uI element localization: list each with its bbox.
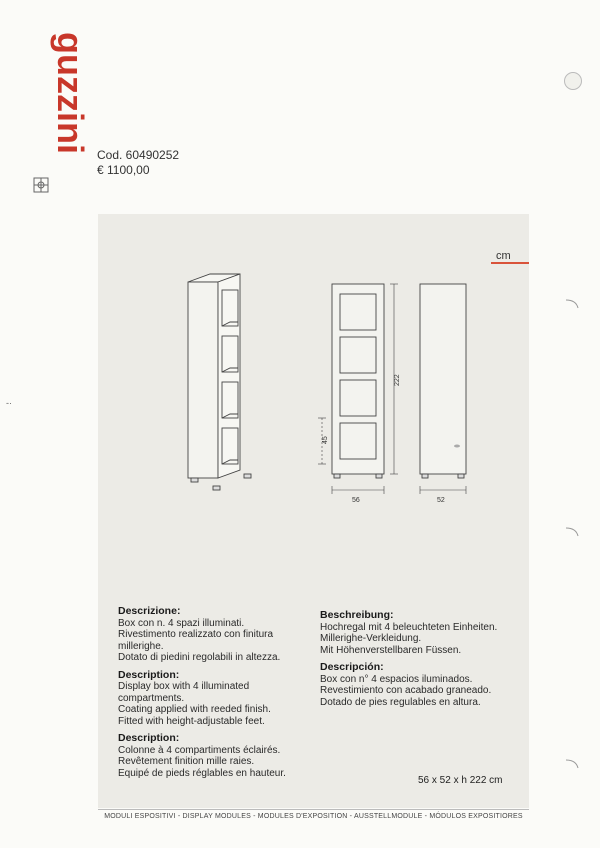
description-line: Mit Höhenverstellbaren Füssen. — [320, 644, 462, 656]
description-line: Colonne à 4 compartiments éclairés. — [118, 744, 281, 756]
depth-dimension-label: 52 — [437, 497, 445, 504]
description-line: Revestimiento con acabado graneado. — [320, 685, 492, 696]
width-dimension-label: 56 — [352, 497, 360, 504]
footer-divider — [98, 809, 529, 810]
description-line: compartments. — [118, 692, 185, 704]
description-line: Millerighe-Verkleidung. — [320, 633, 422, 644]
perspective-view — [188, 274, 251, 490]
logo-wordmark: guzzini — [50, 32, 91, 154]
description-german — [320, 610, 520, 656]
description-heading: Description: — [118, 668, 180, 681]
descriptions-right-column — [320, 610, 520, 714]
description-line: Coating applied with reeded finish. — [118, 704, 271, 715]
description-heading: Description: — [118, 732, 180, 744]
description-line: millerighe. — [118, 640, 164, 652]
description-line: Rivestimento realizzato con finitura — [118, 629, 274, 640]
foot-dimension-label: 45 — [322, 436, 329, 444]
footer-categories: MODULI ESPOSITIVI - DISPLAY MODULES - MODULES D'EXPOSITION - AUSSTELLMODULE - MÓDULOS EXPOSITIORES — [104, 813, 523, 820]
description-line: Hochregal mit 4 beleuchteten Einheiten. — [320, 621, 498, 633]
logo-emblem-icon — [34, 178, 48, 192]
description-heading: Descrizione: — [118, 605, 181, 617]
description-line: Fitted with height-adjustable feet. — [118, 715, 265, 727]
front-view — [318, 284, 398, 494]
unit-underline — [491, 262, 529, 264]
overall-dimensions: 56 x 52 x h 222 cm — [418, 775, 503, 786]
description-line: Revêtement finition mille raies. — [118, 756, 255, 767]
description-line: Dotato di piedini regolabili in altezza. — [118, 652, 281, 663]
height-dimension-label: 222 — [394, 374, 401, 386]
unit-label: cm — [496, 250, 511, 262]
description-line: Box con n. 4 spazi illuminati. — [118, 617, 245, 629]
binder-hole — [564, 72, 582, 90]
description-line: Equipé de pieds réglables en hauteur. — [118, 767, 286, 779]
page-edge-mark — [566, 756, 580, 770]
description-line: Dotado de pies regulables en altura. — [320, 696, 481, 708]
product-code: Cod. 60490252 — [97, 148, 180, 162]
product-info — [97, 148, 179, 178]
guzzini-logo-graphic — [18, 28, 91, 198]
side-view — [420, 284, 466, 494]
description-italian — [118, 606, 308, 664]
margin-mark: ‑· — [6, 398, 12, 408]
page-edge-mark — [566, 296, 580, 310]
descriptions-left-column — [118, 606, 308, 785]
technical-drawing — [180, 270, 480, 510]
description-english — [118, 670, 308, 728]
description-line: Display box with 4 illuminated — [118, 681, 250, 692]
description-line: Box con n° 4 espacios iluminados. — [320, 673, 473, 685]
product-price: € 1100,00 — [97, 163, 150, 177]
page-edge-mark — [566, 524, 580, 538]
description-heading: Descripción: — [320, 661, 384, 673]
description-heading: Beschreibung: — [320, 609, 394, 621]
brand-logo — [18, 28, 91, 198]
description-french — [118, 733, 308, 779]
description-spanish — [320, 662, 520, 708]
